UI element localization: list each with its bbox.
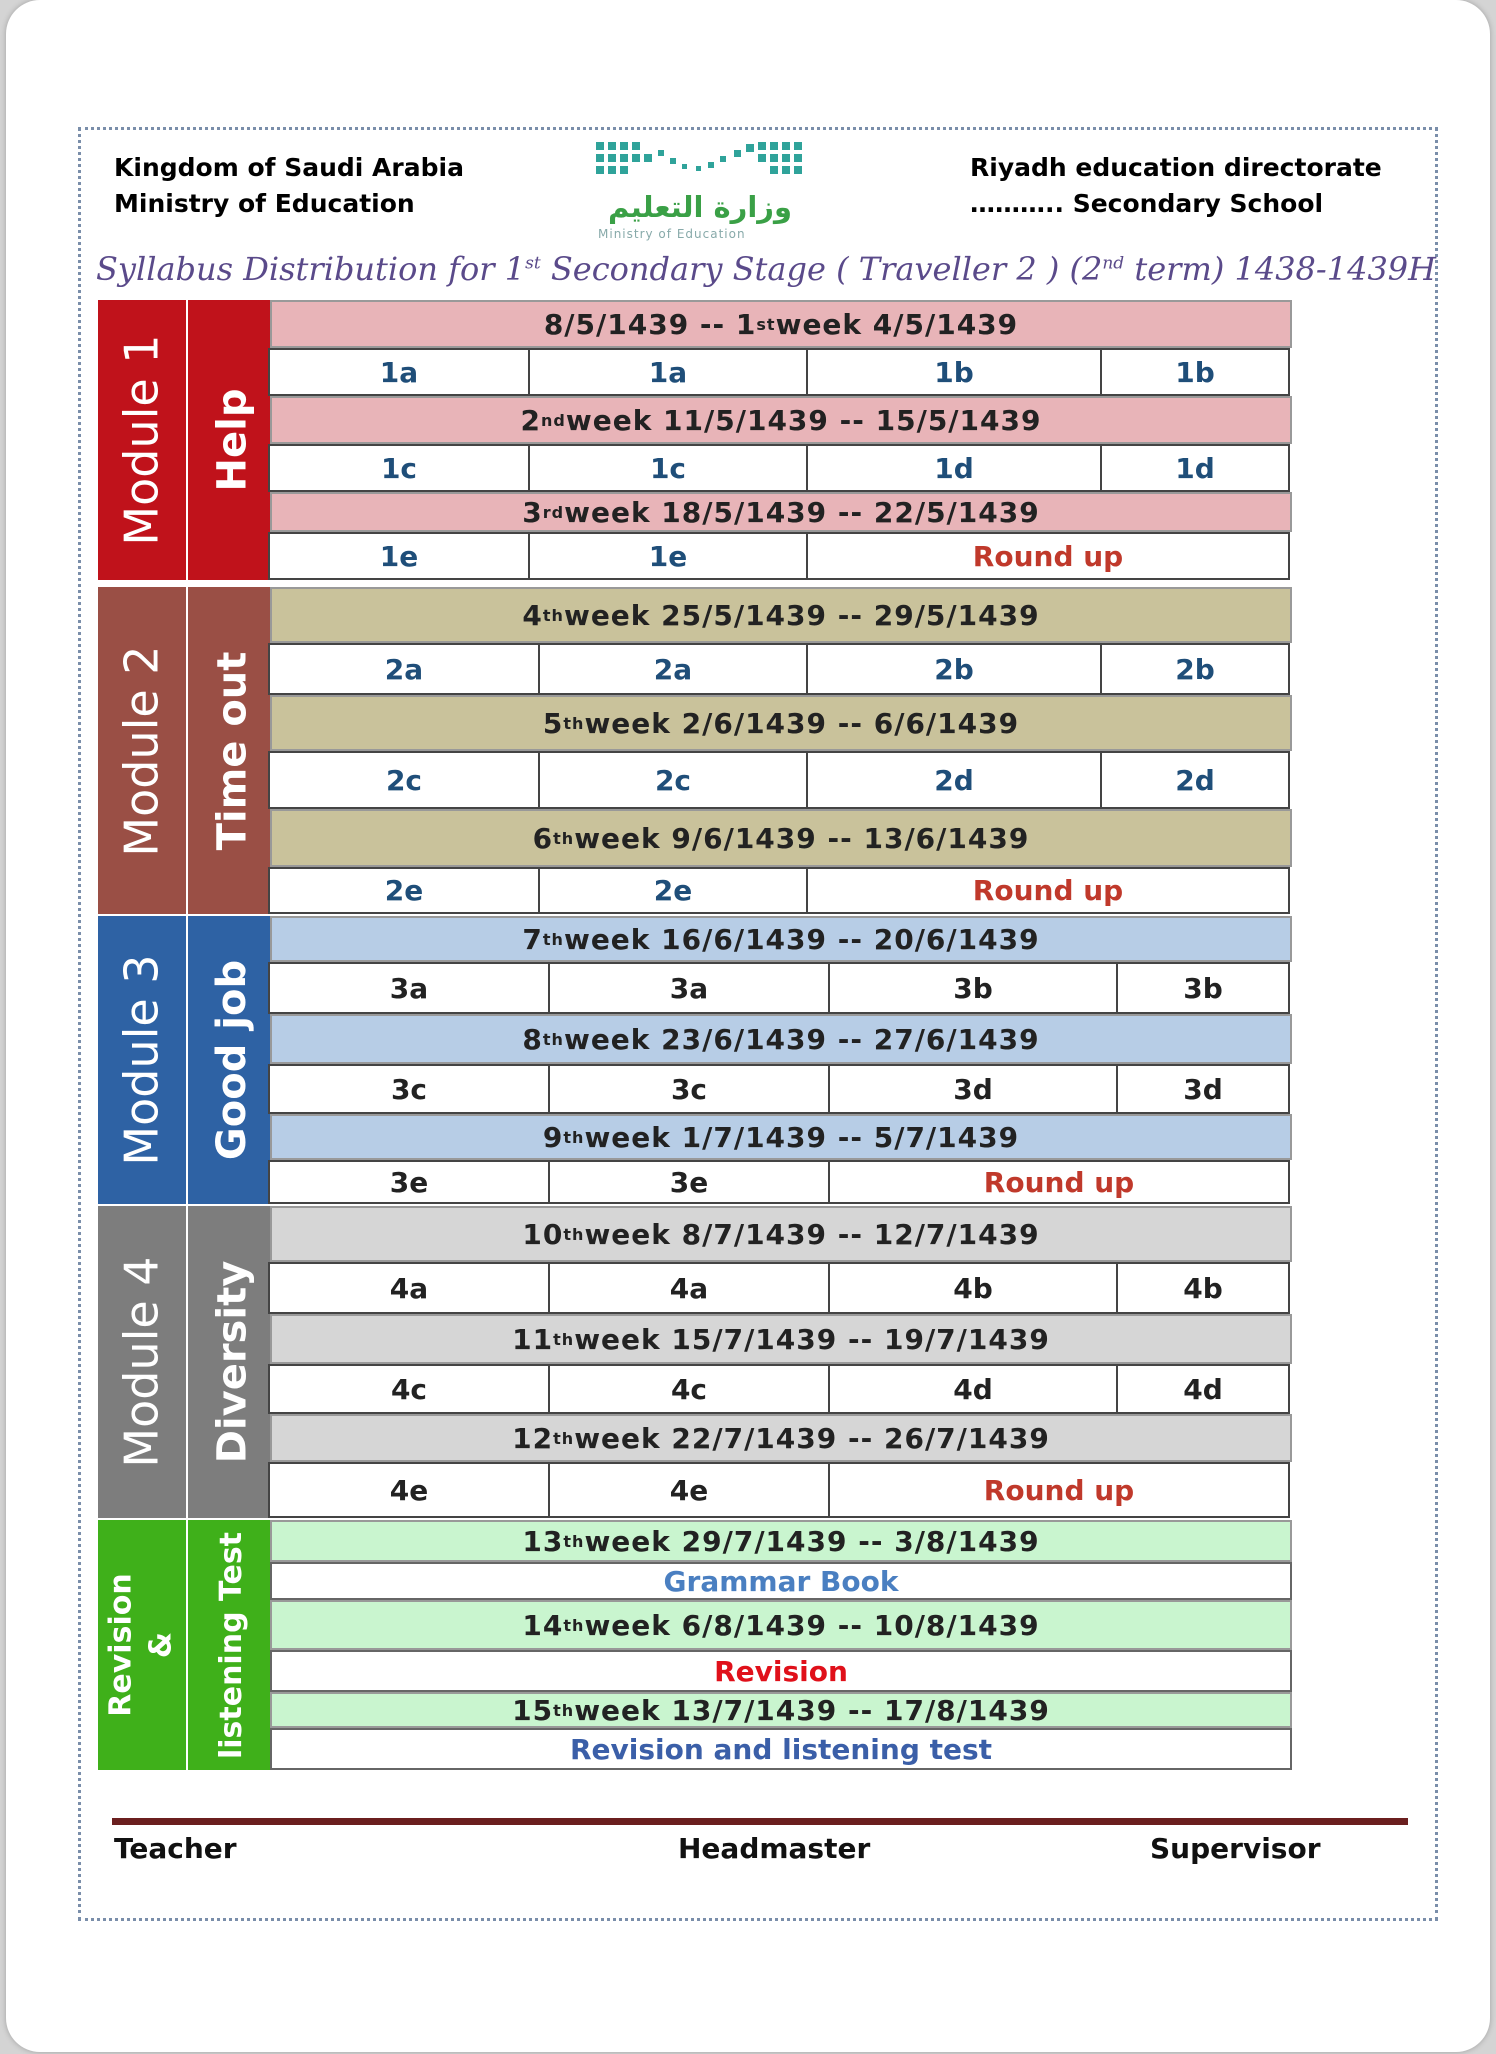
module-theme: Good job — [209, 959, 255, 1161]
week-row: 2 nd week 11/5/1439 -- 15/5/1439 — [270, 396, 1292, 444]
module-theme: Diversity — [209, 1260, 255, 1464]
lesson-cell: 2c — [538, 751, 808, 809]
lesson-cell: 2d — [1100, 751, 1290, 809]
lesson-row — [270, 1160, 1292, 1204]
round-up-cell: Round up — [806, 532, 1290, 580]
header-right — [970, 150, 1382, 222]
lesson-cell: 4e — [548, 1462, 830, 1518]
week-row: 3 rd week 18/5/1439 -- 22/5/1439 — [270, 492, 1292, 532]
lesson-cell: 2d — [806, 751, 1102, 809]
lesson-cell: 3b — [1116, 962, 1290, 1014]
module-theme: Help — [209, 388, 256, 492]
module-label: Module 2 — [115, 644, 169, 857]
lesson-cell: 2e — [538, 867, 808, 914]
revision-row: Grammar Book — [270, 1562, 1292, 1600]
lesson-cell: 1c — [268, 444, 530, 492]
week-row: 5 th week 2/6/1439 -- 6/6/1439 — [270, 695, 1292, 751]
lesson-cell: 1e — [268, 532, 530, 580]
lesson-cell: 2b — [806, 643, 1102, 695]
lesson-cell: 1a — [528, 348, 808, 396]
lesson-row — [270, 962, 1292, 1014]
lesson-cell: 2a — [538, 643, 808, 695]
week-row: 8/5/1439 -- 1 st week 4/5/1439 — [270, 300, 1292, 348]
lesson-cell: 4b — [1116, 1262, 1290, 1314]
lesson-row — [270, 1462, 1292, 1518]
lesson-cell: 4d — [1116, 1364, 1290, 1414]
revision-row: Revision and listening test — [270, 1728, 1292, 1770]
week-row: 6 th week 9/6/1439 -- 13/6/1439 — [270, 809, 1292, 867]
lesson-row — [270, 532, 1292, 580]
module-label: Module 3 — [115, 954, 169, 1166]
week-row: 11 th week 15/7/1439 -- 19/7/1439 — [270, 1314, 1292, 1364]
lesson-cell: 4c — [548, 1364, 830, 1414]
module-theme: Time out — [209, 651, 255, 850]
supervisor-signature-label: Supervisor — [1150, 1832, 1321, 1865]
directorate-name: Riyadh education directorate — [970, 153, 1382, 182]
lesson-cell: 4a — [548, 1262, 830, 1314]
lesson-cell: 1b — [1100, 348, 1290, 396]
school-name: ……….. Secondary School — [970, 189, 1324, 218]
lesson-cell: 2a — [268, 643, 540, 695]
module-label: Revision & — [104, 1573, 179, 1717]
lesson-row — [270, 643, 1292, 695]
module-2-panel — [98, 587, 278, 914]
lesson-cell: 1b — [806, 348, 1102, 396]
week-row: 8 th week 23/6/1439 -- 27/6/1439 — [270, 1014, 1292, 1064]
week-row: 4 th week 25/5/1439 -- 29/5/1439 — [270, 587, 1292, 643]
signature-divider — [112, 1818, 1408, 1825]
lesson-cell: 1d — [1100, 444, 1290, 492]
lesson-cell: 3a — [268, 962, 550, 1014]
lesson-cell: 4b — [828, 1262, 1118, 1314]
module-theme: listening Test — [214, 1531, 250, 1759]
round-up-cell: Round up — [828, 1462, 1290, 1518]
teacher-signature-label: Teacher — [114, 1832, 237, 1865]
header-left — [114, 150, 464, 222]
week-row: 9 th week 1/7/1439 -- 5/7/1439 — [270, 1114, 1292, 1160]
lesson-row — [270, 348, 1292, 396]
week-row: 14 th week 6/8/1439 -- 10/8/1439 — [270, 1600, 1292, 1650]
lesson-cell: 3e — [268, 1160, 550, 1204]
page-title: Syllabus Distribution for 1st Secondary Stage ( Traveller 2 ) (2nd term) 1438-1439H — [96, 250, 1437, 288]
module-1-panel — [98, 300, 278, 580]
module-label: Module 1 — [115, 334, 169, 546]
lesson-row — [270, 751, 1292, 809]
lesson-cell: 4e — [268, 1462, 550, 1518]
week-row: 15 th week 13/7/1439 -- 17/8/1439 — [270, 1692, 1292, 1728]
module-4-panel — [98, 1206, 278, 1518]
logo-english-text: Ministry of Education — [598, 227, 746, 241]
lesson-row — [270, 1364, 1292, 1414]
lesson-row — [270, 867, 1292, 914]
lesson-cell: 4d — [828, 1364, 1118, 1414]
logo-arabic-text: وزارة التعليم — [608, 190, 793, 224]
lesson-cell: 1d — [806, 444, 1102, 492]
week-row: 10 th week 8/7/1439 -- 12/7/1439 — [270, 1206, 1292, 1262]
round-up-cell: Round up — [828, 1160, 1290, 1204]
headmaster-signature-label: Headmaster — [678, 1832, 871, 1865]
lesson-cell: 3d — [828, 1064, 1118, 1114]
lesson-cell: 2b — [1100, 643, 1290, 695]
lesson-cell: 4a — [268, 1262, 550, 1314]
lesson-cell: 3c — [548, 1064, 830, 1114]
module-label: Module 4 — [115, 1256, 169, 1468]
week-row: 12 th week 22/7/1439 -- 26/7/1439 — [270, 1414, 1292, 1462]
lesson-row — [270, 444, 1292, 492]
ministry-name: Ministry of Education — [114, 189, 415, 218]
ministry-logo-icon — [596, 140, 816, 180]
lesson-cell: 4c — [268, 1364, 550, 1414]
lesson-row — [270, 1262, 1292, 1314]
week-row: 7 th week 16/6/1439 -- 20/6/1439 — [270, 916, 1292, 962]
lesson-cell: 3b — [828, 962, 1118, 1014]
country-name: Kingdom of Saudi Arabia — [114, 153, 464, 182]
lesson-cell: 3a — [548, 962, 830, 1014]
lesson-cell: 1a — [268, 348, 530, 396]
revision-panel — [98, 1520, 278, 1770]
revision-row: Revision — [270, 1650, 1292, 1692]
lesson-cell: 2c — [268, 751, 540, 809]
lesson-cell: 3c — [268, 1064, 550, 1114]
module-3-panel — [98, 916, 278, 1204]
lesson-cell: 1e — [528, 532, 808, 580]
round-up-cell: Round up — [806, 867, 1290, 914]
lesson-cell: 2e — [268, 867, 540, 914]
week-row: 13 th week 29/7/1439 -- 3/8/1439 — [270, 1520, 1292, 1562]
lesson-cell: 1c — [528, 444, 808, 492]
lesson-cell: 3d — [1116, 1064, 1290, 1114]
lesson-row — [270, 1064, 1292, 1114]
lesson-cell: 3e — [548, 1160, 830, 1204]
